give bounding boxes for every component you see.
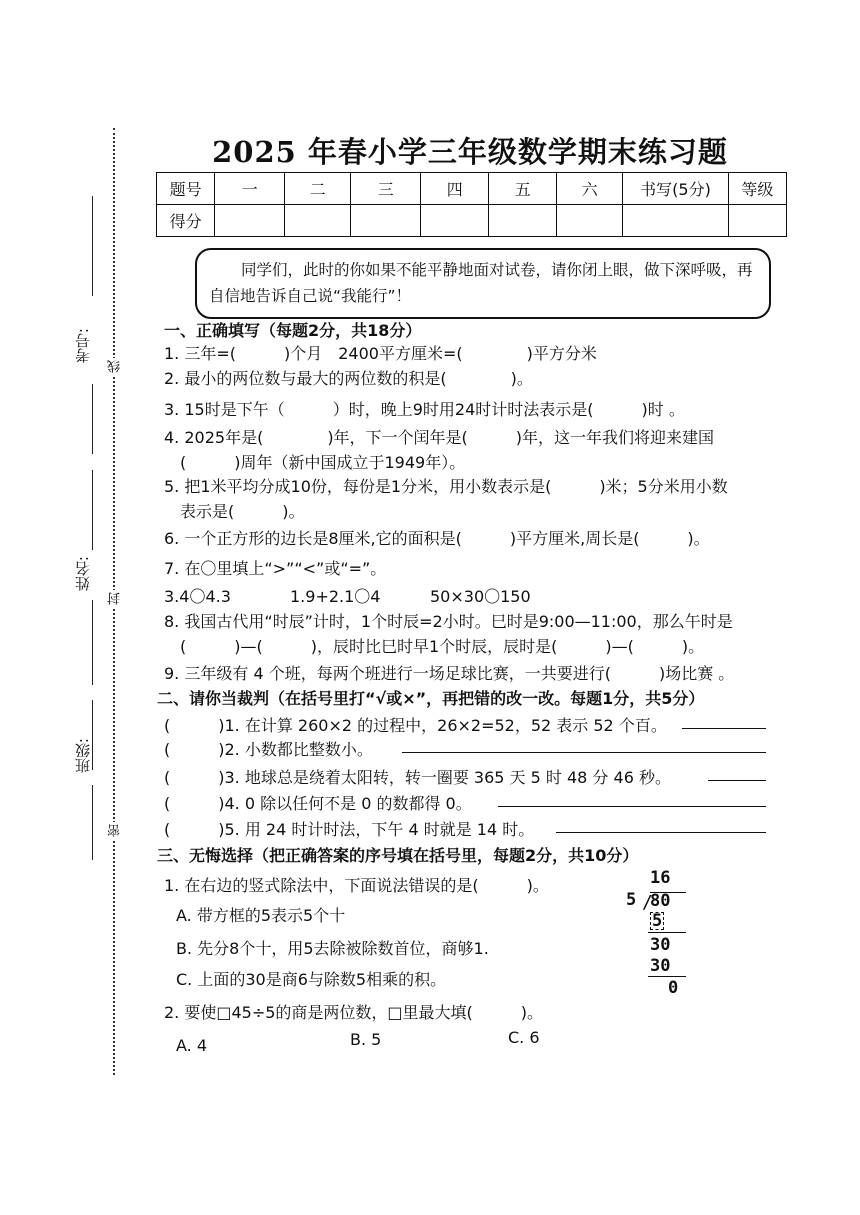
exam-number-line-2 <box>92 384 93 454</box>
answer-line[interactable] <box>498 806 766 807</box>
question-1-9: 9. 三年级有 4 个班，每两个班进行一场足球比赛，一共要进行( )场比赛 。 <box>164 664 735 683</box>
score-input-cell[interactable] <box>557 205 623 237</box>
score-table-score-row <box>157 205 787 237</box>
judge-item: ( )3. 地球总是绕着太阳转，转一圈要 365 天 5 时 48 分 46 秒。 <box>164 768 671 787</box>
score-table-header-row <box>157 173 787 205</box>
score-input-cell[interactable] <box>489 205 557 237</box>
table-cell: 二 <box>285 173 351 205</box>
section1-heading: 一、正确填写（每题2分，共18分） <box>164 321 422 340</box>
section2-heading: 二、请你当裁判（在括号里打“√或×”，再把错的改一改。每题1分，共5分） <box>157 689 705 708</box>
table-cell: 五 <box>489 173 557 205</box>
judge-item: ( )1. 在计算 260×2 的过程中，26×2=52，52 表示 52 个百。 <box>164 716 667 735</box>
question-3-1: 1. 在右边的竖式除法中，下面说法错误的是( )。 <box>164 876 549 895</box>
question-1-6: 6. 一个正方形的边长是8厘米,它的面积是( )平方厘米,周长是( )。 <box>164 529 710 548</box>
exam-number-line <box>92 196 93 296</box>
judge-item: ( )2. 小数都比整数小。 <box>164 740 373 759</box>
division-quotient: 16 <box>650 868 671 888</box>
option-a: A. 4 <box>176 1036 208 1055</box>
table-cell: 题号 <box>157 173 215 205</box>
question-1-1: 1. 三年=( )个月 2400平方厘米=( )平方分米 <box>164 344 597 363</box>
long-division-figure <box>620 868 700 1000</box>
table-cell: 四 <box>421 173 489 205</box>
question-1-2: 2. 最小的两位数与最大的两位数的积是( )。 <box>164 369 533 388</box>
judge-item: ( )4. 0 除以任何不是 0 的数都得 0。 <box>164 794 472 813</box>
compare-item: 3.4〇4.3 <box>164 587 231 606</box>
question-1-8a: 8. 我国古代用“时辰”计时，1个时辰=2小时。巳时是9:00—11:00，那么午时是 <box>164 612 733 631</box>
table-cell: 一 <box>215 173 285 205</box>
table-cell: 三 <box>351 173 421 205</box>
question-1-7: 7. 在〇里填上“>”“<”或“=”。 <box>164 559 387 578</box>
division-remainder: 0 <box>668 978 679 998</box>
score-input-cell[interactable] <box>623 205 728 237</box>
section3-heading: 三、无悔选择（把正确答案的序号填在括号里，每题2分，共10分） <box>157 846 639 865</box>
division-partial: 30 <box>650 956 671 976</box>
answer-line[interactable] <box>556 832 766 833</box>
option-b: B. 5 <box>350 1030 382 1049</box>
table-cell: 六 <box>557 173 623 205</box>
score-table <box>156 172 787 237</box>
question-1-4b: ( )周年（新中国成立于1949年）。 <box>180 453 466 472</box>
option-c: C. 上面的30是商6与除数5相乘的积。 <box>176 970 447 989</box>
class-label: 班级: <box>74 738 92 774</box>
score-input-cell[interactable] <box>285 205 351 237</box>
name-line-2 <box>92 600 93 685</box>
question-1-5a: 5. 把1米平均分成10份，每份是1分米，用小数表示是( )米；5分米用小数 <box>164 477 728 496</box>
answer-line[interactable] <box>682 728 766 729</box>
question-1-5b: 表示是( )。 <box>180 502 305 521</box>
score-input-cell[interactable] <box>421 205 489 237</box>
question-1-4a: 4. 2025年是( )年，下一个闰年是( )年，这一年我们将迎来建国 <box>164 428 715 447</box>
table-cell: 得分 <box>157 205 215 237</box>
seal-char-line: 线 <box>108 360 123 373</box>
name-label: 姓名: <box>74 556 92 592</box>
division-divisor: 5 <box>626 890 637 910</box>
compare-item: 1.9+2.1〇4 <box>290 587 381 606</box>
name-line <box>92 470 93 550</box>
score-input-cell[interactable] <box>215 205 285 237</box>
seal-char-seal: 封 <box>108 592 123 605</box>
score-input-cell[interactable] <box>351 205 421 237</box>
answer-line[interactable] <box>708 780 766 781</box>
division-dividend: 80 <box>650 891 671 911</box>
question-3-2: 2. 要使□45÷5的商是两位数，□里最大填( )。 <box>164 1003 544 1022</box>
class-line-2 <box>92 785 93 860</box>
table-cell: 书写(5分) <box>623 173 728 205</box>
question-1-3: 3. 15时是下午（ ）时，晚上9时用24时计时法表示是( )时 。 <box>164 400 685 419</box>
encouragement-notice: 同学们，此时的你如果不能平静地面对试卷，请你闭上眼，做下深呼吸，再自信地告诉自己说“我能行”！ <box>195 248 771 319</box>
compare-item: 50×30〇150 <box>430 587 531 606</box>
answer-line[interactable] <box>402 752 766 753</box>
division-line <box>648 976 686 977</box>
exam-title: 2025 年春小学三年级数学期末练习题 <box>212 135 728 169</box>
division-line <box>648 932 686 933</box>
option-b: B. 先分8个十，用5去除被除数首位，商够1. <box>176 939 489 958</box>
option-a: A. 带方框的5表示5个十 <box>176 906 346 925</box>
division-boxed-digit: 5 <box>652 911 663 931</box>
table-cell: 等级 <box>728 173 786 205</box>
question-1-8b: ( )—( )，辰时比巳时早1个时辰，辰时是( )—( )。 <box>180 637 705 656</box>
division-partial: 30 <box>650 935 671 955</box>
score-input-cell[interactable] <box>728 205 786 237</box>
exam-number-label: 考号: <box>74 328 92 364</box>
division-bracket: / <box>642 892 653 913</box>
judge-item: ( )5. 用 24 时计时法，下午 4 时就是 14 时。 <box>164 820 535 839</box>
option-c: C. 6 <box>508 1028 540 1047</box>
seal-char-secret: 密 <box>108 824 123 837</box>
